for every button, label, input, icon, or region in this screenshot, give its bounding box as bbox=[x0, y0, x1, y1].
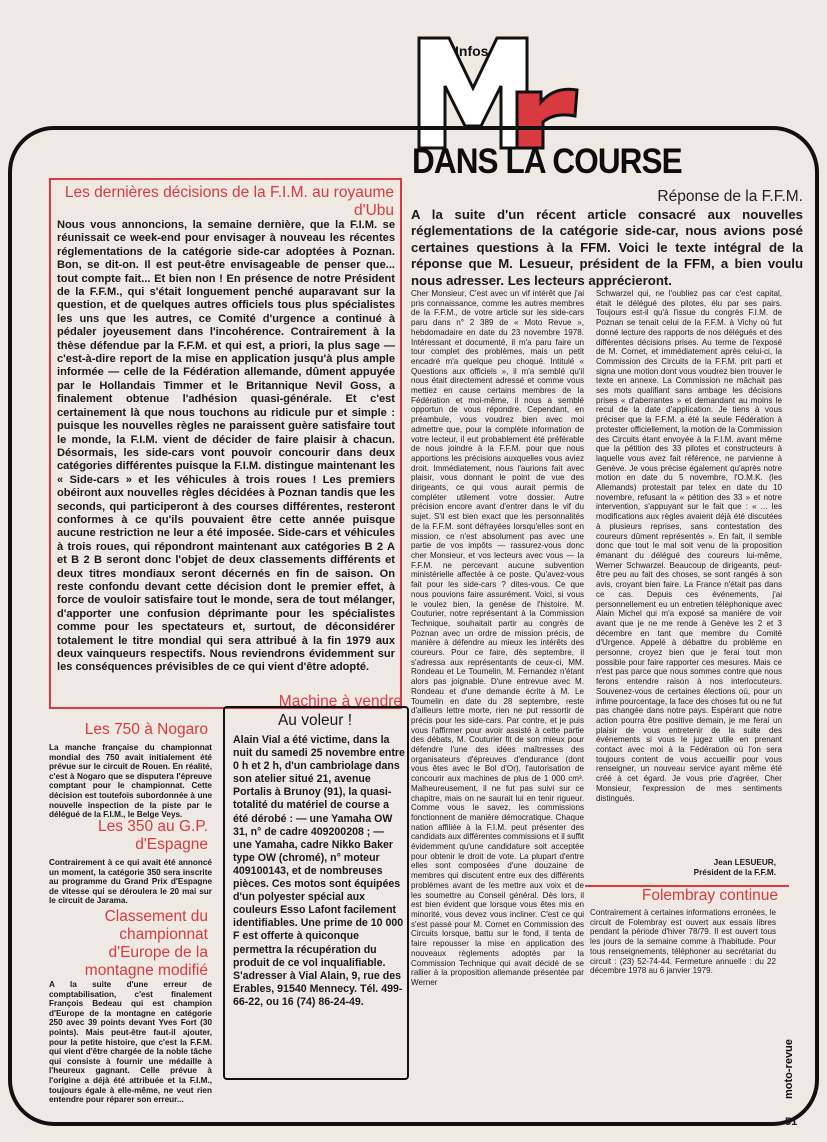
side-label bbox=[779, 1033, 797, 1101]
letter-column-1: Cher Monsieur, C'est avec un vif intérêt que j'ai pris connaissance, comme les autres membres de la F.F.M., de votre article sur les side-cars paru dans n° 2 389 de « Moto Revue », hebdomadaire en date du 23 novembre 1978. Intéressant et documenté, il m'a paru faire un tour complet des problèmes, mais un petit encadré m'a quelque peu choqué. Intitulé « Questions aux officiels », il m'a semblé qu'il nous était directement adressé et comme vous mettiez en cause certains membres de la Fédération et moi-même, il nous a semblé opportun de vous répondre. Cependant, en préambule, vous voudrez bien avec moi admettre que, pour la complète information de votre lecteur, il eut probablement été préférable de nous joindre à la F.F.M. pour que nous apportions les précisions auxquelles vous aviez droit. Immédiatement, nous l'aurions fait avec plaisir, vous donnant le point de vue des dirigeants, ce qui vous aurait permis de compléter utilement votre dossier. Autre précision encore avant d'entrer dans le vif du sujet. S'il est bien exact que les personnalités de la F.F.M. sont défrayées lorsqu'elles sont en mission, ce n'est absolument pas avec une partie de vos impôts — rassurez-vous donc cher Monsieur, et vos lecteurs avec vous — la F.F.M. ne percevant aucune subvention ministérielle affectée à ce poste. Qu'avez-vous fait pour les side-cars ? dites-vous. Ce que nous pouvions faire assurément. Voici, si vous le voulez bien, la genèse de l'histoire. M. Couturier, notre représentant à la Commission Technique, souhaitait partir au congrès de Poznan avec un ordre de mission précis, de manière à défendre au mieux les intérêts des coureurs. Pour ce faire, dès septembre, il s'adressa aux représentants de ceux-ci, MM. Rondeau et Le Toumelin, M. Fernandez n'étant alors pas joignable. D'une entrevue avec M. Rondeau et d'une demande écrite à M. Le Toumelin en date du 28 septembre, reste d'ailleurs lettre morte, rien ne put ressortir de précis pour les side-cars. Par contre, et je puis vous l'affirmer pour avoir assisté à cette partie des débats, M. Couturier fit de son mieux pour défendre l'une des idées maîtresses des organisateurs d'épreuves d'endurance (dont vous êtes avec le Bol d'Or), l'autorisation de concourir aux machines de plus de 1 000 cm³. Malheureusement, il ne fut pas suivi sur ce chapitre, mais on ne saurait lui en tenir rigueur. Comme vous le savez, les commissions fonctionnent de manière démocratique. Chaque nation affiliée à la F.I.M. peut présenter des candidats aux différentes commissions et il suffit évidemment qu'une candidature soit acceptée pour obtenir le droit de vote. La plupart d'entre elles sont composées d'une douzaine de membres qui discutent entre eux des différents problèmes avant de les mettre aux voix et de les soumettre au Conseil général. Dès lors, il est bien évident que lorsque vous êtes mis en minorité, vous devez vous incliner. C'est ce qui s'est passé pour M. Cornet en Commission des Circuits lorsque, battu sur le fond, il tenta de faire repousser la mise en application des nouveaux règlements adoptés par la Commission Technique qui avait décidé de se rallier à la proposition allemande présentée par Werner bbox=[411, 289, 584, 987]
espagne-body: Contrairement à ce qui avait été annoncé un moment, la catégorie 350 sera inscrite au programme du Grand Prix d'Espagne de vitesse qui se déroulera le 20 mai sur le circuit de Jarama. bbox=[49, 858, 212, 906]
letter-signature bbox=[596, 858, 776, 878]
folembray-body: Contrairement à certaines informations erronées, le circuit de Folembray est ouvert aux essais libres pendant la période d'hiver 78/79. Il est ouvert tous les jours de la semaine comme à l'habitude. Pour tous renseignements, téléphoner au secrétariat du circuit : (23) 52-74-44. Fermeture annuelle : du 22 décembre 1978 au 6 janvier 1979. bbox=[590, 908, 776, 976]
letter-column-2: Schwarzel qui, ne l'oubliez pas car c'est capital, était le délégué des pilotes, élu par ses pairs. Toujours est-il qu'à l'issue du congrès F.I.M. de Poznan se tenait celui de la F.F.M. à Vichy où fut donné lecture des rapports de nos délégués et des différentes décisions prises. Au terme de l'exposé de M. Cornet, et immédiatement après celui-ci, la Commission des Circuits de la F.F.M. prit parti et signa une motion dont vous voudrez bien trouver le texte en annexe. La Commission ne mâchait pas ses mots qualifiant sans ambage les décisions prises « d'aberrantes » et demandant au moins le recul de la date d'application. Je tiens à vous préciser que la F.F.M. a été la seule Fédération à protester officiellement, la motion de la Commission des Circuits étant envoyée à la F.I.M. avant même que la pétition des 33 pilotes et constructeurs à laquelle vous avez fait référence, ne parvienne à Genève. Je vous précise également qu'après notre motion en date du 5 novembre, l'O.M.K. (les Allemands) protestait par telex en date du 10 novembre, refusant la « pétition des 33 » et notre intervention, s'appuyant sur le fait que : « ... les modifications aux règles avaient déjà été discutées à plusieurs reprises, sans contestation des coureurs dûment représentés ». En fait, il semble donc que tout le mal soit venu de la proposition émanant du délégué des coureurs lui-même, Werner Schwarzel. Beaucoup de dirigeants, peut-être peu au fait des choses, se sont rangés à son avis, croyant bien faire. La France n'était pas dans ce cas. Depuis ces événements, j'ai personnellement eu un entretien téléphonique avec Alain Michel qui m'a exposé sa manière de voir avant que je ne me rende à Genève les 2 et 3 décembre en tant que membre du Comité d'Urgence. Appelé à débattre du problème en personne, croyez bien que je ferai tout mon possible pour faire rapporter ces mesures. Mais ce n'est pas parce que nous sommes contre que nous ferons entendre raison à nos interlocuteurs. Souvenez-vous de certaines élections où, pour un infime pourcentage, la face des choses fut ou ne fut pas changée dans notre pays. Espérant que notre action pourra être positive demain, je me ferai un plaisir de vous entretenir de la suite des événements si vous le jugez utile en prenant contact avec moi à la Fédération où l'on sera toujours content de vous accueillir pour vous renseigner, un nouveau service ayant même été créé à cet égard. Je vous prie d'agréer, Cher Monsieur, l'expression de mes sentiments distingués. bbox=[596, 289, 782, 803]
espagne-title: Les 350 au G.P. d'Espagne bbox=[97, 818, 208, 853]
page-headline: DANS LA COURSE bbox=[412, 142, 682, 181]
machine-title: Machine à vendre bbox=[278, 693, 402, 710]
signature-role: Président de la F.F.M. bbox=[693, 868, 776, 877]
voleur-body: Alain Vial a été victime, dans la nuit du samedi 25 novembre entre 0 h et 2 h, d'un cambriolage dans son atelier situé 21, avenue Portalis à Brunoy (91), la quasi-totalité du matériel de course a été dérobé : — une Yamaha OW 31, n° de cadre 409200208 ; — une Yamaha, cadre Nikko Baker type OW (chromé), n° moteur 409100143, et de nombreuses pièces. Ces motos sont équipées d'un polyester spécial aux couleurs Esso Lafont facilement identifiables. Une prime de 10 000 F est offerte à quiconque permettra la récupération du produit de ce vol inqualifiable. S'adresser à Vial Alain, 9, rue des Erables, 91540 Mennecy. Tél. 499-66-22, ou 16 (74) 86-24-49. bbox=[233, 734, 405, 1008]
ubu-body: Nous vous annoncions, la semaine dernière, que la F.I.M. se réunissait ce week-end pour envisager à nouveau les récentes réglementations de la catégorie side-car adoptées à Poznan. Bon, se dit-on. Il est peut-être envisageable de penser que... tout compte fait... Et bien non ! En présence de notre Président de la F.F.M., qui s'était longuement penché auparavant sur la question, et de quelques autres officiels tous plus spécialistes les uns que les autres, ce Comité d'urgence a continué à pédaler joyeusement dans l'incohérence. Contrairement à la thèse défendue par la F.F.M. et qui est, a priori, la plus sage — c'est-à-dire report de la mise en application jusqu'à plus ample informée — celle de la Fédération allemande, dûment appuyée par le Hollandais Timmer et le Britannique Nevil Goss, a finalement obtenue l'adhésion quasi-générale. Et c'est certainement là que nous touchons au ridicule pur et simple : puisque les nouvelles règles ne paraissent guère satisfaire tout le monde, la F.I.M. vient de décider de faire plaisir à chacun. Désormais, les side-cars vont pouvoir concourir dans deux catégories différentes puisque la F.I.M. distingue maintenant les « Side-cars » et les véhicules à trois roues ! Les premiers obéiront aux nouvelles règles décidées à Poznan tandis que les seconds, qui participeront à des courses différentes, resteront conformes à ce qu'ils pouvaient être cette année puisque aucune restriction ne leur a été imposée. Side-cars et véhicules à trois roues, qui répondront maintenant aux catégories B 2 A et B 2 B seront donc l'objet de deux classements différents et deux titres mondiaux seront décernés en fin de saison. On reste confondu devant cette décision dont le premier effet, à force de vouloir satisfaire tout le monde, sera de tout mélanger, d'apporter une confusion déprimante pour les spécialistes comme pour les spectateurs et, surtout, de déconsidérer totalement le titre mondial qui sera attribué à la fin 1979 aux deux vainqueurs respectifs. Nous reviendrons évidemment sur les conséquences prévisibles de ce qui vient d'être adopté. bbox=[57, 219, 395, 674]
classement-body: A la suite d'une erreur de comptabilisation, c'est finalement François Bedeau qui est champion d'Europe de la montagne en catégorie 250 avec 39 points devant Yves Fort (30 points). Mais peut-être faut-il ajouter, pour la petite histoire, que c'est la F.F.M. qui vient d'être chargée de la noble tâche qui consiste à fournir une médaille à l'heureux gagnant. Celle prévue à l'origine a déjà été attribuée et la F.I.M., toujours égale à elle-même, ne veut rien entendre pour réparer son erreur... bbox=[49, 980, 212, 1105]
nogaro-title: Les 750 à Nogaro bbox=[84, 721, 208, 738]
page-number: 51 bbox=[785, 1116, 798, 1128]
logo-infos-text: Infos bbox=[455, 43, 489, 59]
nogaro-body: La manche française du championnat mondial des 750 avait initialement été prévue sur le circuit de Rouen. En réalité, c'est à Nogaro que se disputera l'épreuve comptant pour le championnat. Cette décision est toutefois subordonnée à une nouvelle inspection de la piste par le délégué de la F.I.M., le Belge Veys. bbox=[49, 743, 212, 820]
voleur-title: Au voleur ! bbox=[277, 712, 353, 729]
folembray-title: Folembray continue bbox=[641, 887, 778, 904]
ubu-title: Les dernières décisions de la F.I.M. au royaume d'Ubu bbox=[64, 184, 394, 219]
signature-name: Jean LESUEUR, bbox=[713, 858, 776, 867]
article-subhead: Réponse de la F.F.M. bbox=[657, 188, 803, 205]
classement-title: Classement du championnat d'Europe de la montagne modifié bbox=[84, 908, 208, 979]
side-label-text: moto-revue bbox=[783, 1039, 795, 1099]
article-intro: A la suite d'un récent article consacré aux nouvelles réglementations de la catégorie side-car, nous avions posé certaines questions à la FFM. Voici le texte intégral de la réponse que M. Lesueur, président de la FFM, a bien voulu nous adresser. Les lecteurs apprécieront. bbox=[411, 207, 803, 288]
